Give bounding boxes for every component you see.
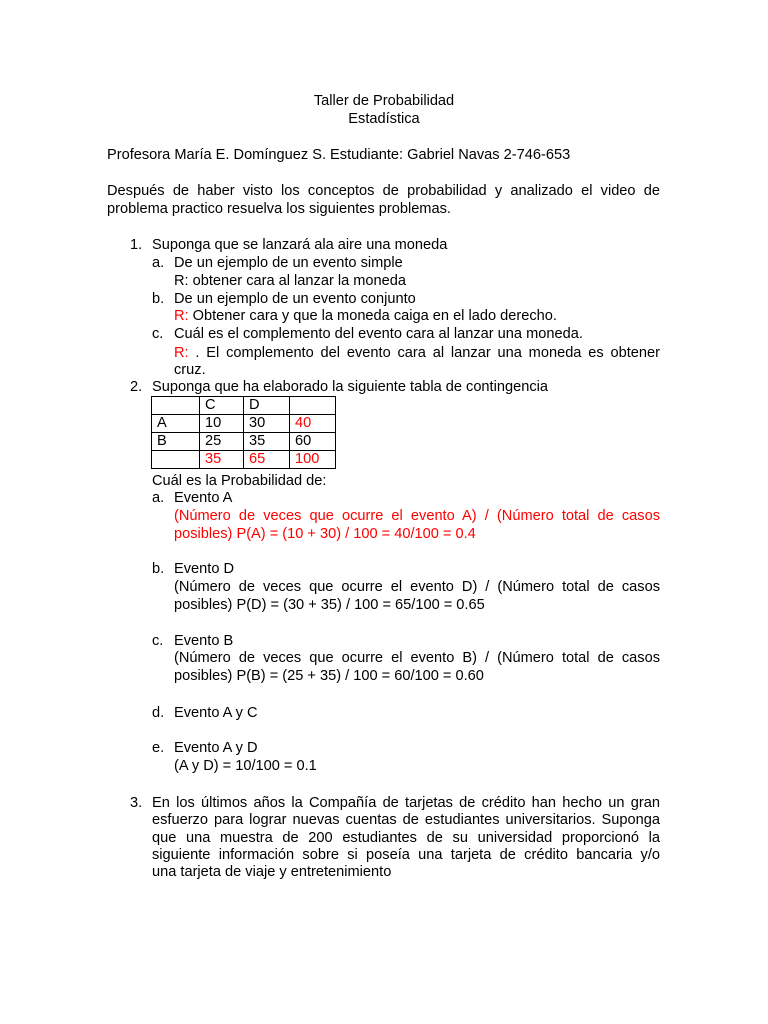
q1-text: Suponga que se lanzará ala aire una moneda (152, 237, 448, 253)
q1-c-label: c. (152, 326, 164, 342)
q3-line-4: siguiente información sobre si poseía una tarjeta de crédito bancaria y/o (152, 847, 660, 863)
intro-line-2: problema practico resuelva los siguientes problemas. (107, 201, 451, 217)
q1-a-text: De un ejemplo de un evento simple (174, 255, 403, 271)
table-cell (290, 397, 336, 415)
q1-b-answer-line (174, 307, 557, 325)
q2-c-answer-line-1: (Número de veces que ocurre el evento B) / (Número total de casos (174, 650, 660, 666)
q1-c-r-marker: R: (174, 345, 189, 361)
table-cell: 65 (244, 451, 290, 469)
intro-line-1: Después de haber visto los conceptos de probabilidad y analizado el video de (107, 183, 660, 199)
q2-b-text: Evento D (174, 561, 235, 577)
q2-e-answer: (A y D) = 10/100 = 0.1 (174, 758, 317, 774)
q3-line-2: esfuerzo para lograr nuevas cuentas de estudiantes universitarios. Suponga (152, 812, 660, 828)
q2-text: Suponga que ha elaborado la siguiente tabla de contingencia (152, 379, 548, 395)
q3-number: 3. (130, 795, 143, 811)
q1-a-label: a. (152, 255, 165, 271)
q2-e-label: e. (152, 740, 165, 756)
q2-b-answer-line-1: (Número de veces que ocurre el evento D) / (Número total de casos (174, 579, 660, 595)
q3-line-1: En los últimos años la Compañía de tarjetas de crédito han hecho un gran (152, 795, 660, 811)
document-subtitle: Estadística (348, 111, 420, 127)
q1-b-answer: Obtener cara y que la moneda caiga en el lado derecho. (188, 308, 557, 324)
q2-a-text: Evento A (174, 490, 233, 506)
table-cell (152, 451, 200, 469)
q2-b-answer-line-2: posibles) P(D) = (30 + 35) / 100 = 65/100 = 0.65 (174, 597, 485, 613)
table-cell: 60 (290, 433, 336, 451)
contingency-table (151, 396, 336, 469)
table-row (152, 433, 336, 451)
table-cell: B (152, 433, 200, 451)
table-row (152, 397, 336, 415)
table-row (152, 415, 336, 433)
q3-line-5: una tarjeta de viaje y entretenimiento (152, 864, 392, 880)
q1-b-label: b. (152, 291, 165, 307)
table-cell: 40 (290, 415, 336, 433)
table-cell: A (152, 415, 200, 433)
q1-b-r-marker: R: (174, 308, 189, 324)
q1-b-text: De un ejemplo de un evento conjunto (174, 291, 416, 307)
q2-number: 2. (130, 379, 143, 395)
table-cell: 100 (290, 451, 336, 469)
q3-line-3: que una muestra de 200 estudiantes de su universidad proporcionó la (152, 830, 660, 846)
author-line: Profesora María E. Domínguez S. Estudiante: Gabriel Navas 2-746-653 (107, 147, 571, 163)
table-cell: 35 (244, 433, 290, 451)
q2-e-text: Evento A y D (174, 740, 258, 756)
table-cell: 35 (200, 451, 244, 469)
table-cell: C (200, 397, 244, 415)
q1-c-answer-1: . El complemento del evento cara al lanzar una moneda es obtener (188, 345, 660, 361)
table-cell: 25 (200, 433, 244, 451)
q2-d-label: d. (152, 705, 165, 721)
table-cell (152, 397, 200, 415)
q2-prompt: Cuál es la Probabilidad de: (152, 473, 327, 489)
q2-c-label: c. (152, 633, 164, 649)
table-cell: D (244, 397, 290, 415)
q2-c-answer-line-2: posibles) P(B) = (25 + 35) / 100 = 60/100 = 0.60 (174, 668, 484, 684)
table-row (152, 451, 336, 469)
q1-c-answer-line-1 (174, 344, 660, 362)
q1-c-answer-line-2: cruz. (174, 362, 206, 378)
q2-a-answer-line-1: (Número de veces que ocurre el evento A) / (Número total de casos (174, 508, 660, 524)
table-cell: 30 (244, 415, 290, 433)
q2-d-text: Evento A y C (174, 705, 258, 721)
q1-number: 1. (130, 237, 143, 253)
q2-b-label: b. (152, 561, 165, 577)
q2-a-answer-line-2: posibles) P(A) = (10 + 30) / 100 = 40/100 = 0.4 (174, 526, 476, 542)
q1-a-answer: R: obtener cara al lanzar la moneda (174, 273, 407, 289)
table-cell: 10 (200, 415, 244, 433)
q2-a-label: a. (152, 490, 165, 506)
document-title: Taller de Probabilidad (313, 93, 455, 109)
q2-c-text: Evento B (174, 633, 234, 649)
q1-c-text: Cuál es el complemento del evento cara al lanzar una moneda. (174, 326, 583, 342)
